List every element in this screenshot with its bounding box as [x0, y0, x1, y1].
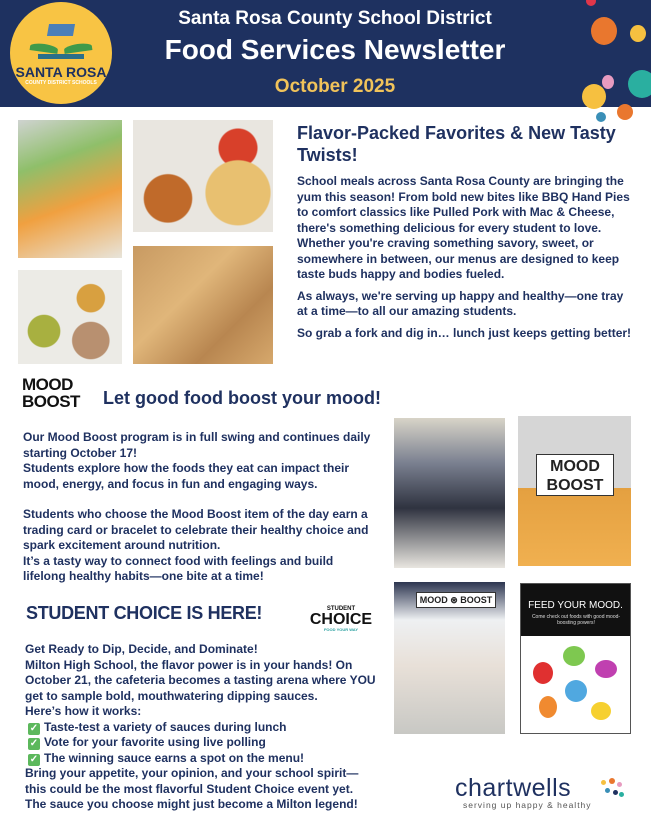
- students-at-booth-photo: [394, 582, 505, 734]
- choice-item-text: Vote for your favorite using live polling: [44, 735, 266, 749]
- poster-title: FEED YOUR MOOD.: [528, 600, 623, 611]
- poster-subtitle: Come check out foods with good mood-boosting powers!: [531, 614, 621, 626]
- mood-heading: Let good food boost your mood!: [103, 388, 381, 408]
- logo-tag: FOOD YOUR WAY: [323, 627, 358, 632]
- mood-body: [23, 430, 373, 585]
- choice-item: [25, 735, 377, 751]
- mood-text: It’s a tasty way to connect food with feelings and build lifelong healthy habits—one bite at a time!: [23, 553, 334, 583]
- book-icon-right: [64, 42, 93, 54]
- choice-item: [25, 720, 377, 736]
- choice-closing: Bring your appetite, your opinion, and your school spirit—this could be the most flavorful Student Choice event yet. The sauce you choose might just become a Milton legend!: [25, 766, 359, 811]
- mood-text: Students explore how the foods they eat can impact their mood, energy, and focus in fun and engaging ways.: [23, 461, 350, 491]
- brand-tagline: serving up happy & healthy: [463, 800, 592, 810]
- featured-section: [297, 122, 637, 347]
- mood-logo-line1: MOOD: [22, 375, 73, 394]
- logo-subtext: COUNTY DISTRICT SCHOOLS: [25, 80, 97, 86]
- mood-boost-sign: MOOD BOOST: [536, 454, 614, 496]
- featured-paragraph: So grab a fork and dig in… lunch just keeps getting better!: [297, 325, 632, 340]
- mood-boost-logo: [22, 376, 96, 410]
- mood-boost-cups-photo: [518, 416, 631, 566]
- logo-main: CHOICE: [309, 611, 373, 628]
- featured-paragraph: School meals across Santa Rosa County are bringing the yum this season! From bold new bites like BBQ Hand Pies to comfort classics like Pulled Pork with Mac & Cheese, there's something delicious for every student to love. Whether you're craving something savory, sweet, or somewhere in between, our menus are designed to keep taste buds happy and bodies fueled.: [297, 174, 630, 281]
- choice-how: Here’s how it works:: [25, 704, 142, 718]
- choice-item: [25, 751, 377, 767]
- student-choice-heading: STUDENT CHOICE IS HERE!: [26, 603, 263, 623]
- district-logo: [10, 2, 112, 104]
- featured-heading: Flavor-Packed Favorites & New Tasty Twists!: [297, 123, 616, 165]
- mood-text: Our Mood Boost program is in full swing and continues daily starting October 17!: [23, 430, 371, 460]
- check-icon: ✓: [29, 722, 39, 734]
- chartwells-logo: [455, 776, 625, 810]
- mood-text: Students who choose the Mood Boost item of the day earn a trading card or bracelet to celebrate their healthy choice and spark excitement around nutrition.: [23, 507, 369, 552]
- book-icon: [30, 42, 59, 54]
- breaded-chicken-photo: [133, 246, 273, 364]
- check-icon: ✓: [29, 753, 39, 765]
- district-name: Santa Rosa County School District: [178, 8, 492, 29]
- meal-tray-photo: [133, 120, 273, 232]
- lunch-tray-photo: [18, 270, 122, 364]
- logo-top: STUDENT: [326, 606, 356, 612]
- choice-subheading: Get Ready to Dip, Decide, and Dominate!: [25, 642, 258, 656]
- booth-banner: MOOD ⊛ BOOST: [416, 592, 496, 608]
- featured-paragraph: As always, we're serving up happy and healthy—one tray at a time—to all our amazing students.: [297, 288, 624, 318]
- student-choice-body: [25, 642, 377, 813]
- student-choice-logo: [308, 606, 374, 632]
- student-at-table-photo: [394, 418, 505, 568]
- book-base: [38, 54, 84, 59]
- mood-logo-line2: BOOST: [22, 392, 80, 411]
- choice-item-text: Taste-test a variety of sauces during lunch: [44, 719, 287, 734]
- salad-bar-photo: [18, 120, 122, 258]
- choice-intro: Milton High School, the flavor power is in your hands! On October 21, the cafeteria becomes a tasting arena where YOU get to sample bold, mouthwatering dipping sauces.: [25, 657, 376, 703]
- check-icon: ✓: [29, 738, 39, 749]
- feed-your-mood-poster: [520, 583, 631, 734]
- choice-item-text: The winning sauce earns a spot on the menu!: [44, 750, 305, 765]
- brand-name: chartwells: [455, 774, 572, 802]
- graduation-cap-icon: [47, 24, 75, 36]
- issue-date: October 2025: [274, 76, 396, 97]
- logo-text: SANTA ROSA: [15, 64, 107, 80]
- newsletter-title: Food Services Newsletter: [164, 34, 506, 65]
